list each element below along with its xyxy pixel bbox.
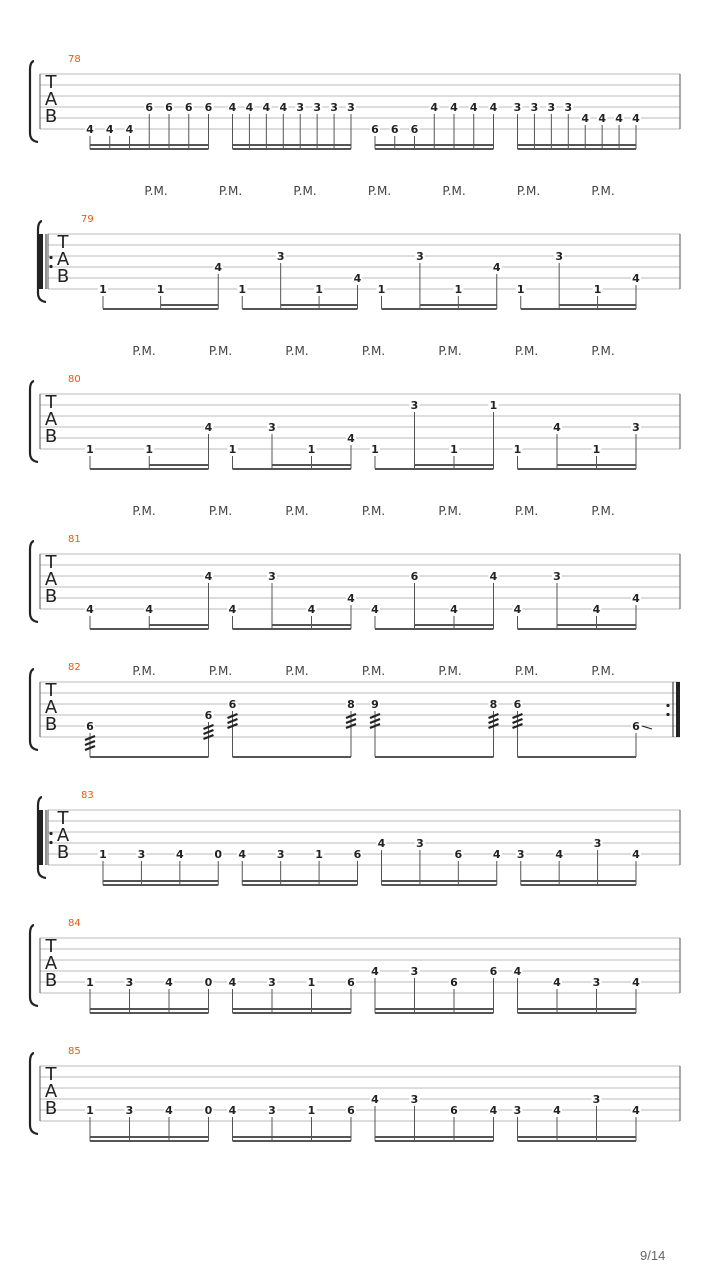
fret-number: 1 [156,283,165,296]
tab-clef-letter: A [44,569,58,590]
repeat-dot [49,841,52,844]
fret-number: 4 [492,261,501,274]
system-bracket [30,541,38,622]
tab-clef-letter: B [44,106,58,127]
fret-number: 1 [489,399,498,412]
tab-clef-letter: A [44,409,58,430]
fret-number: 3 [313,101,321,114]
beat-group [85,569,214,629]
fret-number: 0 [214,848,223,861]
fret-number: 4 [489,570,498,583]
fret-number: 3 [416,250,424,263]
fret-number: 3 [276,848,285,861]
staff-system-81 [30,534,680,678]
fret-number: 1 [593,283,602,296]
fret-number: 3 [593,837,602,850]
staff-system-84 [30,918,680,1013]
fret-number: 3 [137,848,146,861]
fret-number: 4 [371,1093,379,1106]
fret-number: 3 [347,101,355,114]
fret-number: 3 [268,976,276,989]
repeat-start-thick-bar [39,234,43,289]
fret-number: 3 [416,837,424,850]
repeat-dot [49,256,52,259]
fret-number: 4 [632,272,640,285]
palm-mute-label: P.M. [367,184,392,198]
fret-number: 6 [204,101,213,114]
fret-number: 1 [371,443,379,456]
fret-number: 6 [184,101,193,114]
beat-group [228,1103,357,1141]
tab-clef-letter: B [44,714,58,735]
fret-number: 4 [632,976,640,989]
beat-group [370,697,499,757]
beat-group [85,975,214,1013]
palm-mute-label: P.M. [514,664,539,678]
fret-number: 3 [513,101,522,114]
tab-clef-letter: A [56,825,70,846]
beat-group [98,847,223,885]
fret-number: 1 [513,443,522,456]
fret-number: 1 [377,283,386,296]
fret-number: 4 [632,592,640,605]
measure-number: 85 [68,1046,81,1057]
fret-number: 4 [371,965,379,978]
palm-mute-label: P.M. [132,504,156,518]
measure-number: 83 [81,790,94,801]
palm-mute-label: P.M. [514,504,539,518]
fret-number: 1 [454,283,463,296]
tab-clef-letter: A [44,953,58,974]
fret-number: 1 [238,283,247,296]
fret-number: 1 [516,283,525,296]
tab-clef-letter: B [44,1098,58,1119]
fret-number: 4 [228,1104,237,1117]
tab-clef-letter: T [45,72,57,93]
palm-mute-label: P.M. [516,184,541,198]
fret-number: 4 [615,112,623,125]
staff-system-82 [30,662,680,757]
palm-mute-label: P.M. [361,344,386,358]
fret-number: 4 [86,603,94,616]
fret-number: 1 [592,443,601,456]
page-number: 9/14 [640,1248,666,1263]
fret-number: 1 [86,1104,94,1117]
fret-number: 6 [390,123,399,136]
tab-clef-letter: B [44,970,58,991]
staff-system-79 [38,214,680,358]
fret-number: 8 [489,698,498,711]
fret-number: 3 [296,101,305,114]
repeat-dot [49,832,52,835]
tab-clef-letter: B [56,266,70,287]
fret-number: 3 [125,976,134,989]
palm-mute-label: P.M. [591,344,615,358]
palm-mute-label: P.M. [361,664,386,678]
fret-number: 4 [598,112,606,125]
fret-number: 4 [555,848,563,861]
fret-number: 4 [145,603,154,616]
fret-number: 3 [268,570,276,583]
fret-number: 6 [454,848,463,861]
fret-number: 1 [86,443,94,456]
fret-number: 6 [513,698,522,711]
fret-number: 4 [307,603,316,616]
fret-number: 4 [553,976,561,989]
staff-system-78 [30,54,680,198]
fret-number: 3 [410,1093,419,1106]
fret-number: 3 [553,570,561,583]
fret-number: 3 [513,1104,522,1117]
measure-number: 78 [68,54,81,65]
fret-number: 6 [410,123,419,136]
fret-number: 4 [469,101,478,114]
fret-number: 4 [489,101,498,114]
fret-number: 4 [347,592,355,605]
fret-number: 1 [315,283,323,296]
palm-mute-label: P.M. [144,184,168,198]
system-bracket [30,61,38,142]
fret-number: 1 [86,976,94,989]
beat-group [377,249,502,309]
palm-mute-label: P.M. [293,184,317,198]
fret-number: 6 [145,101,154,114]
fret-number: 1 [307,443,316,456]
beat-group [370,569,499,629]
fret-number: 4 [105,123,114,136]
staff-system-80 [30,374,680,518]
fret-number: 4 [592,603,601,616]
fret-number: 3 [592,976,601,989]
palm-mute-label: P.M. [285,344,309,358]
palm-mute-label: P.M. [442,184,466,198]
fret-number: 3 [410,399,419,412]
palm-mute-label: P.M. [208,664,233,678]
fret-number: 4 [204,570,213,583]
tab-clef-letter: T [45,552,57,573]
tab-clef-letter: B [44,586,58,607]
fret-number: 6 [353,848,362,861]
fret-number: 3 [592,1093,601,1106]
fret-number: 4 [204,421,213,434]
repeat-dot [666,704,669,707]
fret-number: 4 [279,101,288,114]
fret-number: 3 [555,250,563,263]
beat-group [237,249,362,309]
repeat-dot [49,265,52,268]
fret-number: 4 [86,123,94,136]
tab-clef-letter: T [57,808,69,829]
system-bracket [30,1053,38,1134]
fret-number: 4 [632,848,640,861]
fret-number: 1 [307,1104,316,1117]
beat-group [228,697,357,757]
fret-number: 3 [276,250,285,263]
tab-clef-letter: B [56,842,70,863]
fret-number: 6 [347,976,355,989]
tab-clef-letter: A [44,697,58,718]
measure-number: 84 [68,918,81,929]
fret-number: 4 [632,1104,640,1117]
fret-number: 4 [430,101,439,114]
measure-number: 79 [81,214,94,225]
palm-mute-label: P.M. [132,344,156,358]
fret-number: 1 [145,443,154,456]
fret-number: 4 [228,976,237,989]
fret-number: 3 [564,101,573,114]
palm-mute-label: P.M. [208,344,233,358]
palm-mute-label: P.M. [285,664,309,678]
fret-number: 3 [268,421,276,434]
fret-number: 4 [176,848,184,861]
measure-number: 82 [68,662,81,673]
tab-clef-letter: T [45,680,57,701]
beat-group [516,249,641,309]
repeat-end-thick-bar [676,682,680,737]
fret-number: 4 [228,603,237,616]
measure-number: 80 [68,374,81,385]
tab-clef-letter: A [44,1081,58,1102]
fret-number: 4 [513,965,522,978]
fret-number: 6 [86,720,94,733]
fret-number: 4 [632,112,640,125]
fret-number: 3 [125,1104,134,1117]
fret-number: 3 [516,848,525,861]
system-bracket [30,381,38,462]
fret-number: 4 [492,848,501,861]
beat-group [513,697,653,757]
fret-number: 1 [99,283,107,296]
fret-number: 6 [347,1104,355,1117]
fret-number: 4 [228,101,237,114]
staff-system-83 [38,790,680,885]
fret-number: 4 [347,432,355,445]
palm-mute-label: P.M. [514,344,539,358]
palm-mute-label: P.M. [218,184,243,198]
palm-mute-label: P.M. [361,504,386,518]
fret-number: 3 [268,1104,276,1117]
palm-mute-label: P.M. [591,184,615,198]
fret-number: 4 [553,421,561,434]
fret-number: 4 [245,101,254,114]
beat-group [85,1103,214,1141]
fret-number: 4 [165,1104,173,1117]
fret-number: 3 [410,965,419,978]
fret-number: 4 [450,101,458,114]
fret-number: 3 [530,101,539,114]
fret-number: 4 [371,603,379,616]
tab-clef-letter: A [44,89,58,110]
tab-clef-letter: B [44,426,58,447]
fret-number: 4 [377,837,386,850]
fret-number: 9 [371,698,379,711]
fret-number: 6 [489,965,498,978]
fret-number: 6 [165,101,173,114]
tab-clef-letter: A [56,249,70,270]
fret-number: 3 [632,421,640,434]
palm-mute-label: P.M. [591,664,615,678]
fret-number: 4 [214,261,223,274]
palm-mute-label: P.M. [285,504,309,518]
beat-group [370,398,499,469]
fret-number: 1 [450,443,458,456]
beat-group [228,975,357,1013]
fret-number: 0 [204,976,213,989]
beat-group [228,569,357,629]
measure-number: 81 [68,534,81,545]
palm-mute-label: P.M. [438,344,462,358]
fret-number: 6 [450,976,458,989]
tab-clef-letter: T [45,392,57,413]
fret-number: 6 [450,1104,458,1117]
system-bracket [30,669,38,750]
fret-number: 1 [315,848,323,861]
system-bracket [30,925,38,1006]
repeat-start-thick-bar [39,810,43,865]
fret-number: 6 [632,720,640,733]
tab-clef-letter: T [57,232,69,253]
fret-number: 4 [165,976,173,989]
fret-number: 6 [204,709,213,722]
fret-number: 4 [262,101,271,114]
fret-number: 6 [410,570,419,583]
fret-number: 4 [581,112,590,125]
tab-clef-letter: T [45,1064,57,1085]
palm-mute-label: P.M. [591,504,615,518]
staff-system-85 [30,1046,680,1141]
palm-mute-label: P.M. [132,664,156,678]
fret-number: 4 [125,123,134,136]
fret-number: 8 [347,698,355,711]
tab-clef-letter: T [45,936,57,957]
fret-number: 6 [371,123,379,136]
fret-number: 6 [228,698,237,711]
beat-group [237,847,362,885]
palm-mute-label: P.M. [438,504,462,518]
fret-number: 0 [204,1104,213,1117]
fret-number: 1 [99,848,107,861]
palm-mute-label: P.M. [438,664,462,678]
palm-mute-label: P.M. [208,504,233,518]
fret-number: 3 [330,101,338,114]
fret-number: 3 [547,101,556,114]
repeat-dot [666,713,669,716]
fret-number: 4 [513,603,522,616]
fret-number: 1 [228,443,237,456]
fret-number: 4 [238,848,247,861]
fret-number: 4 [353,272,362,285]
fret-number: 4 [553,1104,561,1117]
beat-group [513,569,642,629]
fret-number: 4 [489,1104,498,1117]
fret-number: 4 [450,603,458,616]
fret-number: 1 [307,976,316,989]
